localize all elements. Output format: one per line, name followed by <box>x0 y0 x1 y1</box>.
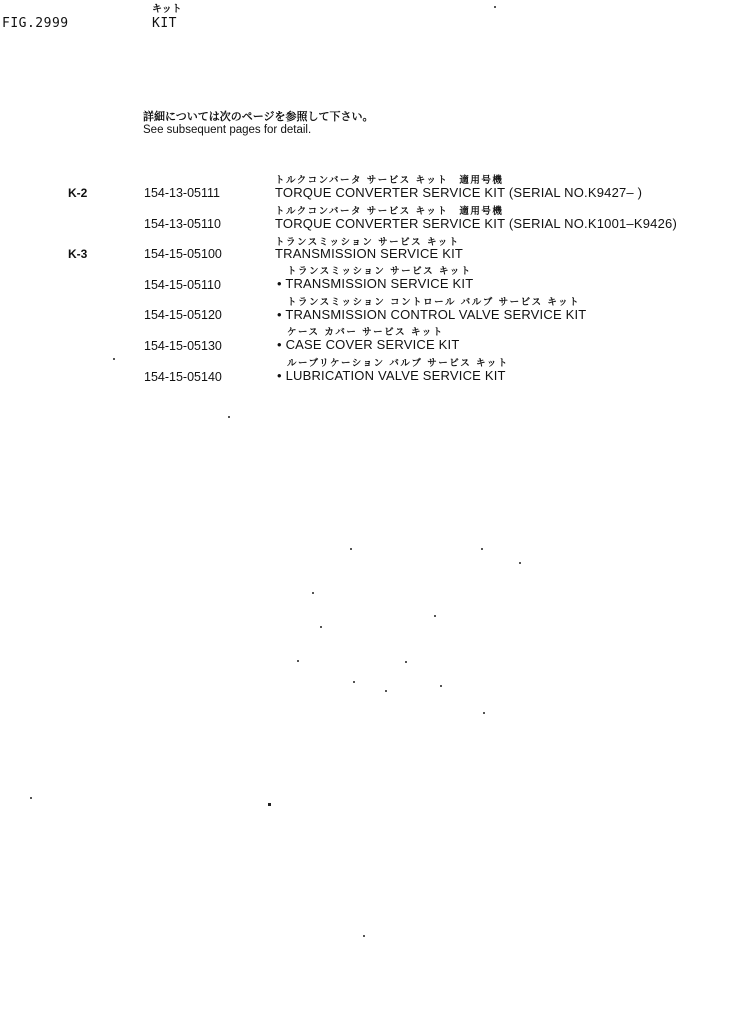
scan-speck <box>228 416 230 418</box>
part-desc-en: TORQUE CONVERTER SERVICE KIT (SERIAL NO.K1001–K9426) <box>275 216 677 231</box>
title-jp: キット <box>152 4 182 15</box>
scan-speck <box>483 712 485 714</box>
scan-speck <box>297 660 299 662</box>
scan-speck <box>363 935 365 937</box>
part-desc-jp: トルクコンバータ サービス キット 適用号機 <box>275 175 504 186</box>
part-desc-en: TORQUE CONVERTER SERVICE KIT (SERIAL NO.K9427– ) <box>275 185 643 200</box>
item-number: K-2 <box>68 186 88 200</box>
part-number: 154-13-05111 <box>144 186 220 200</box>
scan-speck <box>113 358 115 360</box>
part-desc-en: • CASE COVER SERVICE KIT <box>277 337 460 352</box>
part-number: 154-15-05110 <box>144 278 221 292</box>
item-number: K-3 <box>68 247 88 261</box>
title-en: KIT <box>152 16 177 31</box>
part-number: 154-15-05100 <box>144 247 222 261</box>
part-desc-en: • LUBRICATION VALVE SERVICE KIT <box>277 368 506 383</box>
part-desc-en: • TRANSMISSION CONTROL VALVE SERVICE KIT <box>277 307 587 322</box>
scan-speck <box>481 548 483 550</box>
part-number: 154-15-05130 <box>144 339 222 353</box>
part-desc-jp: トランスミッション サービス キット <box>287 266 472 277</box>
part-desc-jp: トランスミッション サービス キット <box>275 237 460 248</box>
note-en: See subsequent pages for detail. <box>143 124 312 136</box>
scan-speck <box>312 592 314 594</box>
part-desc-jp: トルクコンバータ サービス キット 適用号機 <box>275 206 504 217</box>
part-desc-jp: トランスミッション コントロール バルブ サービス キット <box>287 297 581 308</box>
part-number: 154-13-05110 <box>144 217 221 231</box>
part-desc-en: TRANSMISSION SERVICE KIT <box>275 246 464 261</box>
scan-speck <box>30 797 32 799</box>
part-desc-en: • TRANSMISSION SERVICE KIT <box>277 276 474 291</box>
part-number: 154-15-05120 <box>144 308 222 322</box>
scan-speck <box>350 548 352 550</box>
scan-speck <box>353 681 355 683</box>
figure-label: FIG.2999 <box>2 16 69 31</box>
scan-speck <box>519 562 521 564</box>
scan-speck <box>320 626 322 628</box>
scan-speck <box>385 690 387 692</box>
scan-speck <box>268 803 271 806</box>
part-desc-jp: ルーブリケーション バルブ サービス キット <box>287 358 509 369</box>
part-number: 154-15-05140 <box>144 370 222 384</box>
scan-speck <box>494 6 496 8</box>
scan-speck <box>405 661 407 663</box>
scan-speck <box>440 685 442 687</box>
scan-speck <box>434 615 436 617</box>
note-jp: 詳細については次のページを参照して下さい。 <box>143 110 374 123</box>
part-desc-jp: ケース カバー サービス キット <box>287 327 444 338</box>
